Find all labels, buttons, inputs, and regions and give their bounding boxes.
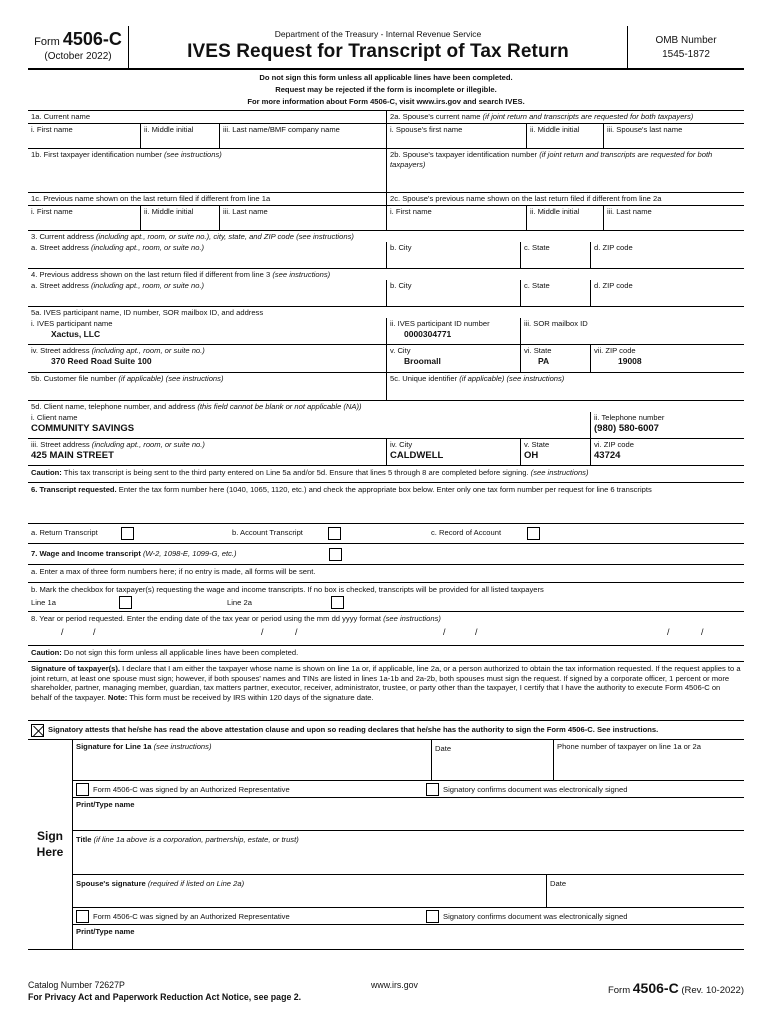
line-2c-label: 2c. Spouse's previous name shown on the last return filed if different from line 2a	[390, 194, 662, 204]
return-transcript-label: a. Return Transcript	[31, 528, 98, 538]
row-5b-5c	[28, 373, 744, 401]
client-street[interactable]	[28, 439, 386, 465]
attest-text: Signatory attests that he/she has read the above attestation clause and upon so reading declares that he/she has the authority to sign the Form 4506-C. See instructions.	[48, 725, 659, 735]
electronic-label-2: Signatory confirms document was electronically signed	[443, 911, 628, 921]
client-phone[interactable]	[590, 412, 744, 438]
line-2a-note: (if joint return and transcripts are requested for both taxpayers)	[482, 112, 694, 122]
line-7b-line2a-label: Line 2a	[227, 597, 252, 607]
period-1-slash-1: /	[61, 627, 64, 638]
line-4-street[interactable]	[28, 280, 386, 306]
line-2b-note: (if joint return and transcripts are requested for both taxpayers)	[390, 150, 713, 169]
ives-state[interactable]	[520, 345, 590, 372]
account-transcript-checkbox[interactable]	[328, 527, 341, 540]
line-5b-note: (if applicable) (see instructions)	[118, 374, 224, 384]
line-3-street-label: a. Street address	[31, 243, 89, 253]
line-1a-label: 1a. Current name	[31, 112, 91, 122]
page-title: IVES Request for Transcript of Tax Return	[187, 41, 569, 62]
ives-state-value: PA	[538, 355, 550, 366]
period-3-slash-1: /	[443, 627, 446, 638]
form-number: 4506-C	[62, 29, 122, 49]
client-city-value: CALDWELL	[390, 449, 444, 461]
taxpayer-phone[interactable]	[554, 740, 744, 780]
line-8	[28, 612, 744, 646]
record-of-account-label: c. Record of Account	[431, 528, 502, 538]
caution-2-text: Do not sign this form unless all applicable lines have been completed.	[63, 648, 299, 658]
line-7b-text: b. Mark the checkbox for taxpayer(s) requesting the wage and income transcripts. If no box is checked, transcripts will be provided for all listed taxpayers	[31, 585, 544, 595]
ives-street-note: (including apt., room, or suite no.)	[91, 346, 205, 356]
line-2c-last: iii. Last name	[603, 206, 744, 230]
form-page	[28, 26, 744, 950]
date-label-1: Date	[435, 744, 452, 754]
line-2b[interactable]	[386, 149, 744, 192]
spouse-signature[interactable]	[73, 875, 547, 907]
line-1a-last: iii. Last name/BMF company name	[219, 124, 386, 148]
line-3-state[interactable]	[520, 242, 590, 268]
period-4-slash-1: /	[667, 627, 670, 638]
footer-form-number: 4506-C	[632, 980, 679, 996]
line-4-city-label: b. City	[390, 281, 412, 291]
line-7b	[28, 583, 744, 612]
line-2a-middle: ii. Middle initial	[526, 124, 603, 148]
client-state-label: v. State	[524, 440, 550, 450]
auth-rep-label-1: Form 4506-C was signed by an Authorized Representative	[93, 784, 290, 794]
line-3-street-note: (including apt., room, or suite no.)	[90, 243, 205, 253]
form-word: Form	[34, 36, 60, 48]
line-3-zip-label: d. ZIP code	[594, 243, 633, 253]
line-6	[28, 483, 744, 524]
ives-city[interactable]	[386, 345, 520, 372]
sign-here-block	[28, 740, 744, 950]
print-name-2[interactable]	[73, 925, 744, 959]
phone-label: Phone number of taxpayer on line 1a or 2a	[557, 742, 701, 752]
sor-label: iii. SOR mailbox ID	[524, 319, 588, 329]
line-5a-header	[28, 307, 744, 318]
period-2-slash-1: /	[261, 627, 264, 638]
line-1b-label: 1b. First taxpayer identification number	[31, 150, 162, 160]
line-5d-label: 5d. Client name, telephone number, and address	[31, 402, 196, 412]
spouse-label: Spouse's signature	[76, 879, 146, 889]
note-3: For more information about Form 4506-C, visit www.irs.gov and search IVES.	[247, 97, 525, 107]
line-7a-text: a. Enter a max of three form numbers here; if no entry is made, all forms will be sent.	[31, 567, 316, 577]
form-id-box	[28, 26, 129, 68]
line-2c-middle: ii. Middle initial	[526, 206, 603, 230]
line-2b-label: 2b. Spouse's taxpayer identification number	[390, 150, 538, 160]
ives-zip-label: vii. ZIP code	[594, 346, 636, 356]
client-state-value: OH	[524, 449, 539, 461]
sig1-label: Signature for Line 1a	[76, 742, 152, 752]
sign-word: Sign	[37, 829, 63, 844]
line-4-state-label: c. State	[524, 281, 550, 291]
line-7-bold: 7. Wage and Income transcript	[31, 549, 141, 559]
signature-note-bold: Note:	[107, 692, 128, 702]
line-4-street-note: (including apt., room, or suite no.)	[90, 281, 205, 291]
form-date: (October 2022)	[44, 51, 112, 62]
line-1a-wage-checkbox[interactable]	[119, 596, 132, 609]
ives-name-value: Xactus, LLC	[51, 328, 101, 339]
client-phone-label: ii. Telephone number	[594, 413, 665, 423]
line-2a-wage-checkbox[interactable]	[331, 596, 344, 609]
attest-row	[28, 721, 744, 740]
footer-revision: (Rev. 10-2022)	[681, 985, 744, 996]
client-phone-value: (980) 580-6007	[594, 422, 659, 434]
signature-date-2[interactable]	[547, 875, 744, 907]
here-word: Here	[36, 844, 64, 859]
ives-state-label: vi. State	[524, 346, 552, 356]
line-4-city[interactable]	[386, 280, 520, 306]
line-6-text: Enter the tax form number here (1040, 1065, 1120, etc.) and check the appropriate box below. Enter only one tax form number per request for line 6 transcripts	[118, 485, 652, 495]
line-3-note: (including apt., room, or suite no.), city, state, and ZIP code (see instructions)	[96, 232, 354, 242]
line-4-fields	[28, 280, 744, 307]
line-4-note: (see instructions)	[272, 270, 331, 280]
caution-transcript	[28, 466, 744, 483]
line-1c-middle: ii. Middle initial	[140, 206, 219, 230]
caution-sign	[28, 646, 744, 662]
note-2: Request may be rejected if the form is incomplete or illegible.	[275, 85, 497, 95]
line-1a[interactable]	[28, 111, 386, 148]
ives-street[interactable]	[28, 345, 386, 372]
client-street-note: (including apt., room, or suite no.)	[91, 440, 205, 450]
line-5a-row2	[28, 345, 744, 373]
period-4-slash-2: /	[701, 627, 704, 638]
line-3-fields	[28, 242, 744, 269]
line-2a-label: 2a. Spouse's current name	[390, 112, 481, 122]
line-1b[interactable]	[28, 149, 386, 192]
auth-rep-label-2: Form 4506-C was signed by an Authorized Representative	[93, 911, 290, 921]
line-5b-label: 5b. Customer file number	[31, 374, 117, 384]
print-name-label-2: Print/Type name	[76, 927, 135, 937]
signature-date-1[interactable]	[432, 740, 554, 780]
sig1-note: (see instructions)	[153, 742, 212, 752]
omb-label: OMB Number	[655, 35, 717, 46]
ives-id-label: ii. IVES participant ID number	[390, 319, 490, 329]
print-name-1[interactable]	[73, 798, 744, 831]
line-3-street[interactable]	[28, 242, 386, 268]
irs-website-link[interactable]: www.irs.gov	[371, 980, 418, 990]
client-name[interactable]	[28, 412, 590, 438]
form-header	[28, 26, 744, 70]
print-name-label-1: Print/Type name	[76, 800, 135, 810]
ives-street-label: iv. Street address	[31, 346, 90, 356]
line-1c-first: i. First name	[31, 206, 73, 216]
line-3-city[interactable]	[386, 242, 520, 268]
line-4-header	[28, 269, 744, 280]
line-2a-first: i. Spouse's first name	[390, 124, 463, 134]
client-street-value: 425 MAIN STREET	[31, 449, 114, 461]
line-5c-label: 5c. Unique identifier	[390, 374, 458, 384]
line-3-state-label: c. State	[524, 243, 550, 253]
line-5a-label: 5a. IVES participant name, ID number, SOR mailbox ID, and address	[31, 308, 264, 318]
line-7a[interactable]	[28, 565, 744, 583]
line-3-city-label: b. City	[390, 243, 412, 253]
ives-id-value: 0000304771	[404, 328, 452, 339]
line-5b[interactable]	[28, 373, 386, 400]
catalog-number: Catalog Number 72627P	[28, 980, 125, 990]
line-4-label: 4. Previous address shown on the last return filed if different from line 3	[31, 270, 271, 280]
ives-city-value: Broomall	[404, 355, 441, 366]
line-3-header	[28, 231, 744, 242]
omb-box	[627, 26, 744, 68]
signature-para-bold: Signature of taxpayer(s).	[31, 664, 121, 674]
line-5d-header	[28, 401, 744, 412]
auth-rep-checkbox-2[interactable]	[76, 910, 89, 923]
row-1a-2a	[28, 111, 744, 149]
line-6-bold: 6. Transcript requested.	[31, 485, 117, 495]
auth-rep-checkbox-1[interactable]	[76, 783, 89, 796]
ives-city-label: v. City	[390, 346, 411, 356]
line-1a-middle: ii. Middle initial	[140, 124, 219, 148]
ives-participant-id[interactable]	[386, 318, 520, 344]
title-label: Title	[76, 835, 92, 845]
line-1c-label: 1c. Previous name shown on the last return filed if different from line 1a	[31, 194, 271, 204]
omb-number: 1545-1872	[662, 48, 710, 60]
client-city-label: iv. City	[390, 440, 413, 450]
line-2c[interactable]	[386, 193, 744, 230]
line-6-options	[28, 524, 744, 544]
ives-street-value: 370 Reed Road Suite 100	[51, 355, 152, 366]
line-7-note: (W-2, 1098-E, 1099-G, etc.)	[142, 549, 237, 559]
title-field[interactable]	[73, 831, 744, 875]
ives-participant-name[interactable]	[28, 318, 386, 344]
line-5d-row2	[28, 439, 744, 466]
line-7	[28, 544, 744, 565]
signature-para-text: I declare that I am either the taxpayer whose name is shown on line 1a or, if applicable, line 2a, or a person authorized to obtain the tax information requested. If the request applies to a joint return, at least one spouse must sign; however, if both spouses' names and TINs are listed in lines 1a-1b and 2a-2b, both spouses must sign the request. If signed by a corporate officer, 1 percent or more shareholder, partner, managing member, guardian, tax matters partner, executor, receiver, administrator, trustee, or party other than the taxpayer, I certify that I have the authority to execute Form 4506-C on behalf of the taxpayer.	[31, 664, 741, 702]
client-zip[interactable]	[590, 439, 744, 465]
line-5c-note: (if applicable) (see instructions)	[459, 374, 565, 384]
caution-1-bold: Caution:	[31, 468, 62, 478]
record-of-account-checkbox[interactable]	[527, 527, 540, 540]
client-zip-value: 43724	[594, 449, 621, 461]
ives-zip-value: 19008	[618, 355, 642, 366]
return-transcript-checkbox[interactable]	[121, 527, 134, 540]
ives-zip[interactable]	[590, 345, 744, 372]
line-4-state[interactable]	[520, 280, 590, 306]
year-period-inputs[interactable]	[31, 624, 741, 638]
sign-here-label	[28, 740, 73, 949]
wage-income-checkbox[interactable]	[329, 548, 342, 561]
period-2-slash-2: /	[295, 627, 298, 638]
signature-attestation-text	[28, 662, 744, 721]
instructions-notes	[28, 70, 744, 111]
period-1-slash-2: /	[93, 627, 96, 638]
line-4-zip[interactable]	[590, 280, 744, 306]
line-1a-first: i. First name	[31, 124, 73, 134]
caution-2-bold: Caution:	[31, 648, 62, 658]
footer-form-word: Form	[607, 985, 631, 996]
client-name-label: i. Client name	[31, 413, 78, 423]
electronic-label-1: Signatory confirms document was electronically signed	[443, 784, 628, 794]
line-1c[interactable]	[28, 193, 386, 230]
spouse-note: (required if listed on Line 2a)	[147, 879, 245, 889]
period-3-slash-2: /	[475, 627, 478, 638]
line-2a-last: iii. Spouse's last name	[603, 124, 744, 148]
line-8-text: 8. Year or period requested. Enter the ending date of the tax year or period using the mm dd yyyy format	[31, 614, 381, 624]
line-5d-note: (this field cannot be blank or not applicable (NA))	[197, 402, 362, 412]
row-1b-2b	[28, 149, 744, 193]
department: Department of the Treasury - Internal Revenue Service	[274, 29, 482, 39]
line-1b-note: (see instructions)	[163, 150, 222, 160]
line-7b-line1a-label: Line 1a	[31, 597, 56, 607]
privacy-notice: For Privacy Act and Paperwork Reduction Act Notice, see page 2.	[28, 991, 302, 1002]
line-5a-row1	[28, 318, 744, 345]
client-street-label: iii. Street address	[31, 440, 90, 450]
line-8-note: (see instructions)	[383, 614, 441, 624]
signature-note-text: This form must be received by IRS within 120 days of the signature date.	[129, 692, 374, 702]
line-5c[interactable]	[386, 373, 744, 400]
client-state[interactable]	[520, 439, 590, 465]
line-4-street-label: a. Street address	[31, 281, 89, 291]
line-2c-first: i. First name	[390, 206, 432, 216]
note-1: Do not sign this form unless all applicable lines have been completed.	[259, 73, 513, 82]
electronic-checkbox-2[interactable]	[426, 910, 439, 923]
date-label-2: Date	[550, 879, 567, 889]
signature-line-1a[interactable]	[73, 740, 432, 780]
sor-mailbox-id[interactable]	[520, 318, 744, 344]
client-name-value: COMMUNITY SAVINGS	[31, 422, 135, 434]
client-city[interactable]	[386, 439, 520, 465]
title-note: (if line 1a above is a corporation, partnership, estate, or trust)	[93, 835, 299, 845]
row-1c-2c	[28, 193, 744, 231]
client-zip-label: vi. ZIP code	[594, 440, 634, 450]
caution-1-text: This tax transcript is being sent to the third party entered on Line 5a and/or 5d. Ensure that lines 5 through 8 are completed before signing.	[63, 468, 529, 478]
line-5d-row1	[28, 412, 744, 439]
ives-name-label: i. IVES participant name	[31, 319, 113, 329]
line-2a[interactable]	[386, 111, 744, 148]
electronic-checkbox-1[interactable]	[426, 783, 439, 796]
line-3-label: 3. Current address	[31, 232, 94, 242]
caution-1-note: (see instructions)	[530, 468, 589, 478]
attest-checkbox[interactable]	[31, 724, 44, 737]
line-4-zip-label: d. ZIP code	[594, 281, 633, 291]
account-transcript-label: b. Account Transcript	[232, 528, 303, 538]
line-1c-last: iii. Last name	[219, 206, 386, 230]
line-3-zip[interactable]	[590, 242, 744, 268]
